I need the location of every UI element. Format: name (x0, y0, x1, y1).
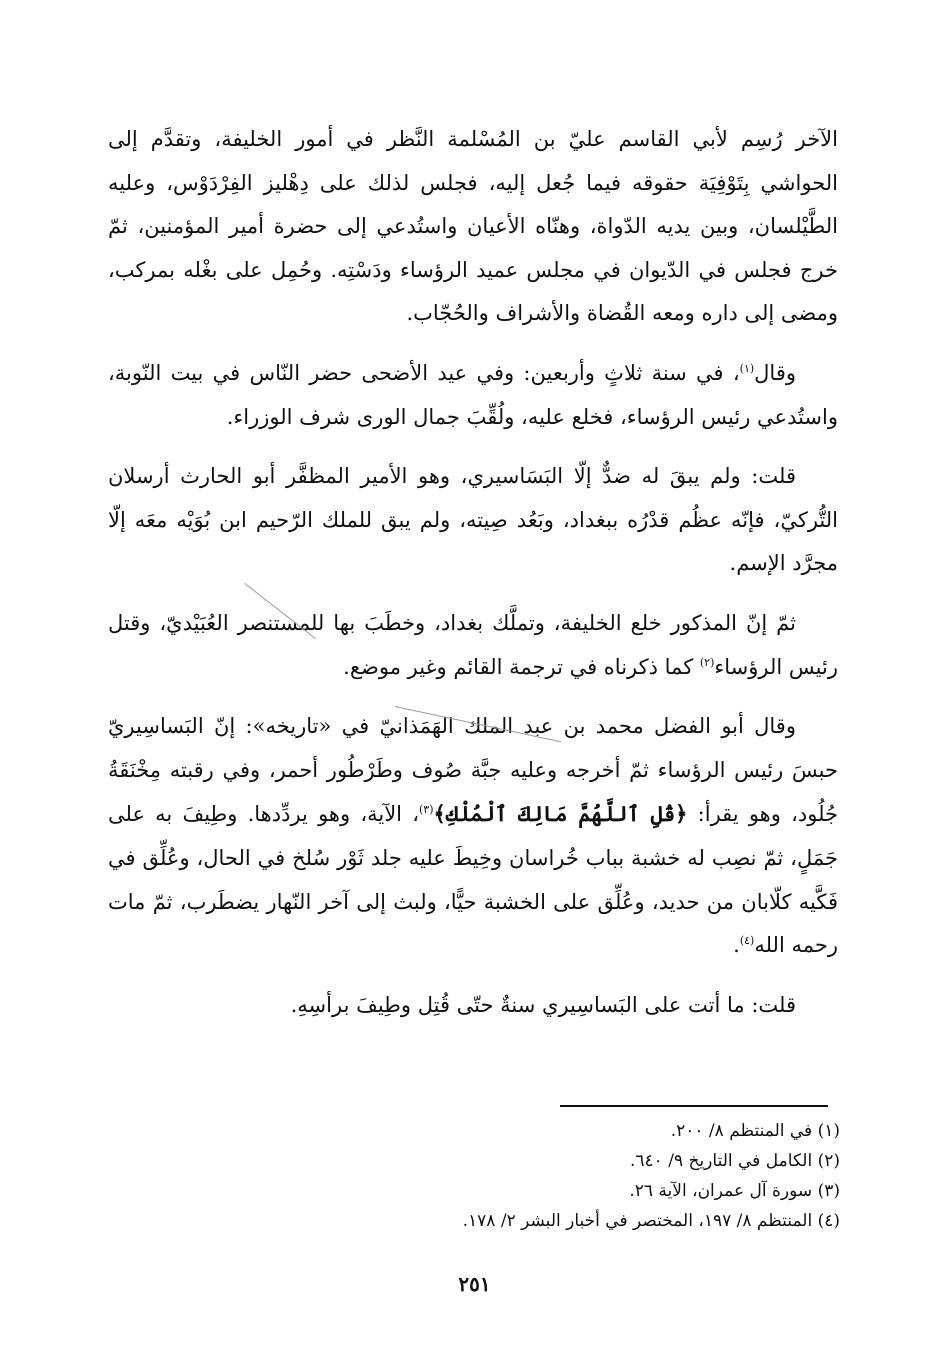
paragraph-2-text: ، في سنة ثلاثٍ وأربعين: وفي عيد الأضحى حضر النّاس في بيت النّوبة، واستُدعي رئيس الرؤساء، فخلع عليه، ولُقِّبَ جمال الورى شرف الوزراء. (108, 360, 838, 429)
footnote-3 (300, 1176, 840, 1206)
footnotes (300, 1116, 840, 1236)
paragraph-3-text: قلت: ولم يبقَ له ضدٌّ إلّا البَسَاسيري، وهو الأمير المظفَّر أبو الحارث أرسلان التُّركيّ، فإنّه عظُم قدْرُه ببغداد، وبَعُد صِيته، ولم يبق للملك الرّحيم ابن بُوَيْه معَه إلّا مجرَّد الإسم. (108, 464, 838, 576)
footnote-4 (300, 1206, 840, 1236)
footnote-2-number: (٢) (817, 1151, 840, 1171)
footnote-4-number: (٤) (817, 1211, 840, 1231)
paragraph-5-lead: وقال أبو الفضل محمد بن عبد الملك الهَمَذانيّ في «تاريخه»: إنّ البَساسِيريّ حبسَ رئيس الرؤساء ثمّ أخرجه وعليه جبَّة صُوف وطَرْطُور أحمر، وفي رقبته مِخْنَقَةُ جُلُود، وهو يقرأ: (108, 714, 839, 827)
paragraph-1-text: الآخر رُسِم لأبي القاسم عليّ بن المُسْلمة النَّظر في أمور الخليفة، وتقدَّم إلى الحواشي بِتَوْفِيَة حقوقه فيما جُعل إليه، فجلس لذلك على دِهْليز الفِرْدَوْس، وعليه الطَّيْلسان، وبين يديه الدّواة، وهنّاه الأعيان واستُدعي إلى حضرة أمير المؤمنين، ثمّ خرج فجلس في الدّيوان في مجلس عميد الرؤساء ودَسْتِه. وحُمِل على بغْله بمركب، ومضى إلى داره ومعه القُضاة والأشراف والحُجّاب. (108, 127, 838, 326)
footnote-ref-1[interactable]: (١) (739, 361, 755, 375)
paragraph-6-text: قلت: ما أتت على البَساسِيري سنةٌ حتّى قُتِل وطِيفَ برأسِهِ. (290, 992, 796, 1017)
paragraph-1 (108, 118, 838, 336)
footnote-1 (300, 1116, 840, 1146)
paragraph-3 (108, 455, 838, 586)
paragraph-2-lead: وقال (754, 360, 796, 385)
page-number: ٢٥١ (458, 1272, 491, 1296)
footnote-3-text: سورة آل عمران، الآية ٢٦. (629, 1181, 813, 1201)
main-text (108, 118, 838, 1043)
paragraph-4-text: كما ذكرناه في ترجمة القائم وغير موضع. (343, 654, 700, 679)
footnote-2 (300, 1146, 840, 1176)
paragraph-4-lead: ثمّ إنّ المذكور خلع الخليفة، وتملَّك بغداد، وخطَبَ بها للمستنصر العُبَيْديّ، وقتل رئيس الرؤساء (108, 610, 838, 679)
footnote-1-text: في المنتظم ٨/ ٢٠٠. (670, 1121, 813, 1141)
footnote-ref-3[interactable]: (٣) (419, 803, 434, 817)
paragraph-5 (108, 705, 838, 968)
paragraph-5-mid: ، الآية، وهو يردِّدها. وطِيفَ به على جَمَلٍ، ثمّ نصِب له خشبة بباب خُراسان وخِيطَ عليه جلد ثَوْر سُلخ في الحال، وعُلِّق في فَكَّيه كلّابان من حديد، وعُلِّق على الخشبة حيًّا، ولبث إلى آخر النّهار يضطَرب، ثمّ مات رحمه الله (108, 802, 838, 958)
footnote-2-text: الكامل في التاريخ ٩/ ٦٤٠. (629, 1151, 813, 1171)
quran-verse: ﴿قُلِ ٱللَّهُمَّ مَالِكَ ٱلْمُلْكِ﴾ (433, 801, 688, 827)
paragraph-5-text: . (733, 933, 740, 958)
paragraph-4 (108, 602, 838, 689)
paragraph-2 (108, 352, 838, 439)
paragraph-6 (108, 984, 838, 1028)
footnote-4-text: المنتظم ٨/ ١٩٧، المختصر في أخبار البشر ٢/ ١٧٨. (462, 1211, 813, 1231)
footnote-separator (560, 1105, 828, 1107)
footnote-ref-4[interactable]: (٤) (739, 934, 755, 948)
footnote-1-number: (١) (817, 1121, 840, 1141)
footnote-ref-2[interactable]: (٢) (699, 655, 715, 669)
footnote-3-number: (٣) (817, 1181, 840, 1201)
